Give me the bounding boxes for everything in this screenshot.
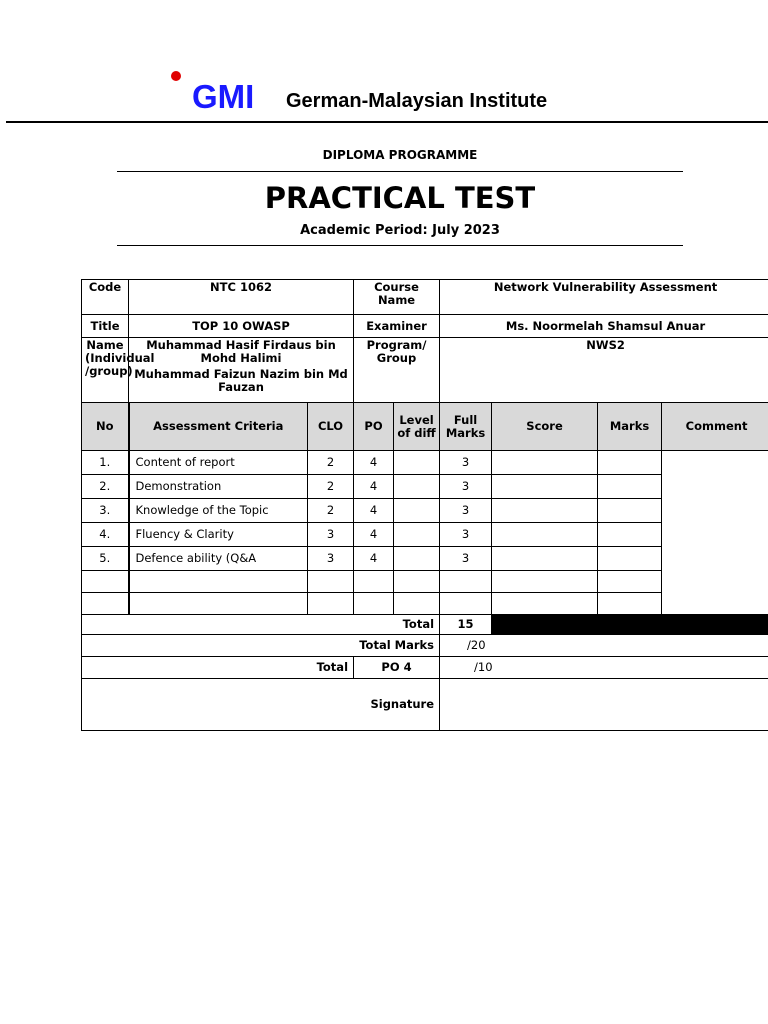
row-score (492, 547, 598, 571)
student-name-2: Muhammad Faizun Nazim bin Md Fauzan (134, 367, 348, 394)
row-criteria: Defence ability (Q&A (129, 547, 308, 571)
info-row-code (82, 280, 768, 315)
row-no (82, 593, 129, 615)
row-marks (598, 547, 662, 571)
row-score (492, 475, 598, 499)
academic-period: Academic Period: July 2023 (300, 223, 500, 238)
total-row (82, 615, 768, 635)
row-po: 4 (354, 499, 394, 523)
row-criteria (129, 593, 308, 615)
row-no: 2. (82, 475, 129, 499)
comment-cell (662, 451, 768, 615)
program-group-value: NWS2 (440, 338, 768, 403)
header-comment: Comment (662, 403, 768, 451)
examiner-value: Ms. Noormelah Shamsul Anuar (440, 315, 768, 338)
row-full-marks: 3 (440, 451, 492, 475)
examiner-label: Examiner (354, 315, 440, 338)
course-name-label: Course Name (354, 280, 440, 315)
po-label: PO 4 (354, 657, 440, 679)
page-title: PRACTICAL TEST (264, 181, 536, 215)
title-divider-bottom (117, 245, 683, 246)
row-marks (598, 499, 662, 523)
row-full-marks (440, 571, 492, 593)
row-clo (308, 593, 354, 615)
signature-row (82, 679, 768, 731)
row-score (492, 499, 598, 523)
signature-field (440, 679, 768, 731)
total-marks-label: Total Marks (82, 635, 440, 657)
row-clo: 2 (308, 475, 354, 499)
row-clo (308, 571, 354, 593)
row-clo: 3 (308, 523, 354, 547)
row-level (394, 475, 440, 499)
program-group-label: Program/ Group (354, 338, 440, 403)
header-criteria: Assessment Criteria (129, 403, 308, 451)
row-criteria (129, 571, 308, 593)
row-full-marks: 3 (440, 547, 492, 571)
row-criteria: Knowledge of the Topic (129, 499, 308, 523)
total-value: 15 (440, 615, 492, 635)
row-level (394, 593, 440, 615)
header-marks: Marks (598, 403, 662, 451)
row-po (354, 593, 394, 615)
title-divider-top (117, 171, 683, 172)
student-names (129, 338, 354, 403)
row-no: 4. (82, 523, 129, 547)
header-clo: CLO (308, 403, 354, 451)
row-marks (598, 571, 662, 593)
table-row (82, 451, 768, 475)
row-marks (598, 475, 662, 499)
header-no: No (82, 403, 129, 451)
po-value: /10 (440, 657, 768, 679)
title-value: TOP 10 OWASP (129, 315, 354, 338)
row-marks (598, 593, 662, 615)
info-row-title (82, 315, 768, 338)
total-marks-row (82, 635, 768, 657)
header-divider (6, 121, 768, 123)
row-score (492, 593, 598, 615)
row-no: 5. (82, 547, 129, 571)
row-po: 4 (354, 547, 394, 571)
total-blackout (492, 615, 768, 635)
code-value: NTC 1062 (129, 280, 354, 315)
row-score (492, 571, 598, 593)
row-level (394, 547, 440, 571)
header-score: Score (492, 403, 598, 451)
row-po (354, 571, 394, 593)
row-po: 4 (354, 523, 394, 547)
criteria-header-row (82, 403, 768, 451)
row-no: 3. (82, 499, 129, 523)
row-marks (598, 451, 662, 475)
po-total-row (82, 657, 768, 679)
row-score (492, 523, 598, 547)
row-criteria: Content of report (129, 451, 308, 475)
assessment-form (81, 279, 768, 731)
student-name-1: Muhammad Hasif Firdaus bin Mohd Halimi (146, 338, 336, 365)
logo-dot (171, 71, 181, 81)
row-level (394, 451, 440, 475)
row-level (394, 523, 440, 547)
row-po: 4 (354, 451, 394, 475)
title-label: Title (82, 315, 129, 338)
code-label: Code (82, 280, 129, 315)
logo-text: GMI (192, 78, 255, 115)
row-level (394, 571, 440, 593)
row-no: 1. (82, 451, 129, 475)
row-no (82, 571, 129, 593)
row-po: 4 (354, 475, 394, 499)
row-score (492, 451, 598, 475)
course-name-value: Network Vulnerability Assessment (440, 280, 768, 315)
row-criteria: Fluency & Clarity (129, 523, 308, 547)
programme-label: DIPLOMA PROGRAMME (322, 148, 478, 162)
student-name-label: Name (Individual /group) (82, 338, 129, 403)
row-level (394, 499, 440, 523)
row-marks (598, 523, 662, 547)
row-clo: 2 (308, 451, 354, 475)
institute-name: German-Malaysian Institute (286, 90, 548, 112)
header-po: PO (354, 403, 394, 451)
row-full-marks: 3 (440, 523, 492, 547)
total-label: Total (82, 615, 440, 635)
header-level: Level of diff (394, 403, 440, 451)
row-full-marks: 3 (440, 499, 492, 523)
row-full-marks: 3 (440, 475, 492, 499)
total-marks-value: /20 (440, 635, 768, 657)
row-clo: 2 (308, 499, 354, 523)
header-full-marks: Full Marks (440, 403, 492, 451)
po-total-label: Total (82, 657, 354, 679)
row-full-marks (440, 593, 492, 615)
row-clo: 3 (308, 547, 354, 571)
signature-label: Signature (82, 679, 440, 731)
info-row-name (82, 338, 768, 403)
row-criteria: Demonstration (129, 475, 308, 499)
